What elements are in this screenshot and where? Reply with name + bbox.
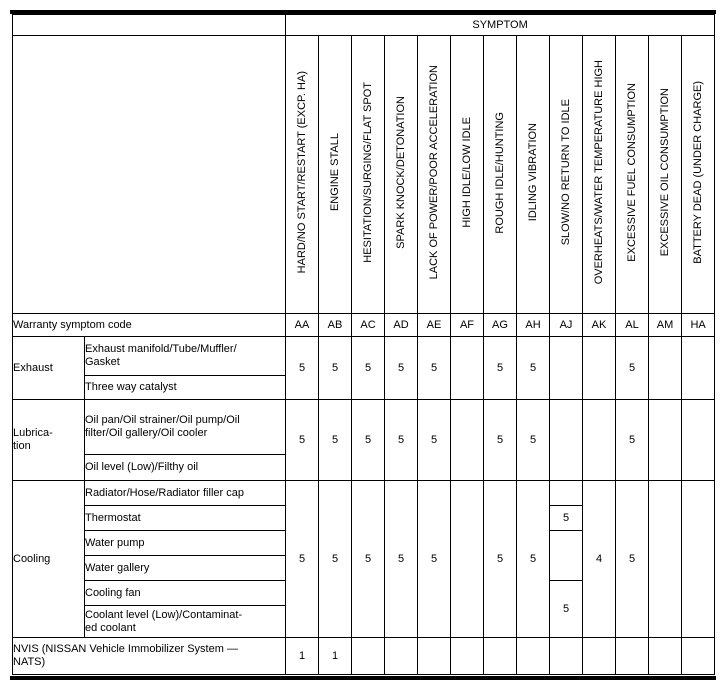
value-cell xyxy=(583,638,616,675)
component-cell xyxy=(85,400,286,455)
component-text: Water pump xyxy=(85,536,145,549)
value-cell: 4 xyxy=(583,481,616,638)
bottom-rule xyxy=(10,676,716,680)
component-cell xyxy=(85,337,286,376)
warranty-code: AC xyxy=(352,314,385,337)
column-label: EXCESSIVE FUEL CONSUMPTION xyxy=(625,83,638,262)
warranty-code: AB xyxy=(319,314,352,337)
value-cell: 5 xyxy=(616,481,649,638)
value-cell xyxy=(550,337,583,400)
component-text: Thermostat xyxy=(85,511,141,524)
component-text: ed coolant xyxy=(85,621,136,634)
symptom-column-header-am xyxy=(649,36,682,314)
value-cell xyxy=(616,638,649,675)
component-cell xyxy=(85,556,286,581)
nvis-label-text: NATS) xyxy=(13,656,46,668)
value-cell xyxy=(682,337,715,400)
value-cell: 5 xyxy=(517,337,550,400)
group-label-exhaust: Exhaust xyxy=(13,337,85,400)
symptom-column-header-ab xyxy=(319,36,352,314)
value-cell xyxy=(649,337,682,400)
symptom-diagnosis-table xyxy=(12,14,715,675)
value-cell: 5 xyxy=(484,400,517,481)
warranty-code: AL xyxy=(616,314,649,337)
warranty-code: AE xyxy=(418,314,451,337)
value-cell: 1 xyxy=(286,638,319,675)
column-label: OVERHEATS/WATER TEMPERATURE HIGH xyxy=(592,60,605,285)
value-cell xyxy=(451,337,484,400)
value-cell: 5 xyxy=(286,481,319,638)
warranty-code: AF xyxy=(451,314,484,337)
value-cell xyxy=(550,638,583,675)
warranty-code: HA xyxy=(682,314,715,337)
value-cell xyxy=(649,400,682,481)
symptom-column-header-af xyxy=(451,36,484,314)
value-cell xyxy=(649,638,682,675)
value-cell xyxy=(418,638,451,675)
value-cell xyxy=(451,400,484,481)
value-cell: 1 xyxy=(319,638,352,675)
value-cell-aj: 5 xyxy=(550,506,583,531)
component-cell xyxy=(85,581,286,606)
component-text: Exhaust manifold/Tube/Muffler/ xyxy=(85,343,237,355)
symptom-column-header-aj xyxy=(550,36,583,314)
value-cell: 5 xyxy=(517,481,550,638)
column-label: IDLING VIBRATION xyxy=(526,123,539,222)
warranty-symptom-code-label: Warranty symptom code xyxy=(13,314,286,337)
symptom-column-header-ah xyxy=(517,36,550,314)
component-cell xyxy=(85,531,286,556)
component-cell xyxy=(85,506,286,531)
header-spacer xyxy=(13,15,286,36)
value-cell xyxy=(583,400,616,481)
value-cell: 5 xyxy=(352,400,385,481)
value-cell xyxy=(517,638,550,675)
component-cell xyxy=(85,455,286,481)
column-label: HARD/NO START/RESTART (EXCP. HA) xyxy=(295,71,308,274)
symptom-column-header-al xyxy=(616,36,649,314)
nvis-row-label xyxy=(13,638,286,675)
value-cell: 5 xyxy=(286,337,319,400)
value-cell xyxy=(352,638,385,675)
value-cell xyxy=(649,481,682,638)
group-label-text: tion xyxy=(13,440,31,452)
value-cell xyxy=(682,638,715,675)
warranty-code: AK xyxy=(583,314,616,337)
component-cell xyxy=(85,606,286,638)
component-text: filter/Oil gallery/Oil cooler xyxy=(85,427,208,439)
value-cell xyxy=(682,400,715,481)
header-spacer xyxy=(13,36,286,314)
column-label: ROUGH IDLE/HUNTING xyxy=(493,111,506,234)
component-text: Radiator/Hose/Radiator filler cap xyxy=(85,486,244,499)
warranty-code: AD xyxy=(385,314,418,337)
column-label: EXCESSIVE OIL CONSUMPTION xyxy=(658,88,671,257)
symptom-column-header-aa xyxy=(286,36,319,314)
component-cell xyxy=(85,481,286,506)
value-cell: 5 xyxy=(484,337,517,400)
warranty-code: AJ xyxy=(550,314,583,337)
column-label: ENGINE STALL xyxy=(328,133,341,212)
column-label: SLOW/NO RETURN TO IDLE xyxy=(559,99,572,246)
group-label-text: Lubrica- xyxy=(13,427,53,439)
warranty-code: AA xyxy=(286,314,319,337)
component-text: Coolant level (Low)/Contaminat- xyxy=(85,608,243,621)
value-cell xyxy=(682,481,715,638)
value-cell: 5 xyxy=(616,400,649,481)
group-label-lubrication xyxy=(13,400,85,481)
value-cell: 5 xyxy=(286,400,319,481)
symptom-column-header-ak xyxy=(583,36,616,314)
value-cell: 5 xyxy=(352,337,385,400)
column-label: SPARK KNOCK/DETONATION xyxy=(394,96,407,249)
nvis-label-text: NVIS (NISSAN Vehicle Immobilizer System — xyxy=(13,643,238,655)
value-cell: 5 xyxy=(385,400,418,481)
value-cell xyxy=(583,337,616,400)
component-text: Gasket xyxy=(85,356,120,368)
value-cell: 5 xyxy=(385,481,418,638)
symptom-column-header-ae xyxy=(418,36,451,314)
value-cell: 5 xyxy=(319,337,352,400)
column-label: BATTERY DEAD (UNDER CHARGE) xyxy=(691,81,704,264)
component-text: Cooling fan xyxy=(85,586,141,599)
component-text: Oil pan/Oil strainer/Oil pump/Oil xyxy=(85,414,240,426)
value-cell: 5 xyxy=(418,481,451,638)
value-cell: 5 xyxy=(517,400,550,481)
warranty-code: AM xyxy=(649,314,682,337)
component-cell xyxy=(85,376,286,400)
warranty-code: AG xyxy=(484,314,517,337)
column-label: LACK OF POWER/POOR ACCELERATION xyxy=(427,65,440,280)
component-text: Water gallery xyxy=(85,561,150,574)
value-cell: 5 xyxy=(616,337,649,400)
symptom-header: SYMPTOM xyxy=(286,15,715,36)
value-cell-aj xyxy=(550,481,583,506)
column-label: HIGH IDLE/LOW IDLE xyxy=(460,117,473,228)
component-text: Three way catalyst xyxy=(85,381,177,393)
symptom-column-header-ag xyxy=(484,36,517,314)
value-cell-aj: 5 xyxy=(550,581,583,638)
value-cell: 5 xyxy=(418,337,451,400)
column-label: HESITATION/SURGING/FLAT SPOT xyxy=(361,82,374,263)
value-cell-aj xyxy=(550,531,583,581)
value-cell: 5 xyxy=(418,400,451,481)
value-cell: 5 xyxy=(319,481,352,638)
symptom-column-header-ad xyxy=(385,36,418,314)
value-cell: 5 xyxy=(352,481,385,638)
warranty-code: AH xyxy=(517,314,550,337)
value-cell: 5 xyxy=(385,337,418,400)
value-cell xyxy=(451,638,484,675)
group-label-cooling: Cooling xyxy=(13,481,85,638)
value-cell: 5 xyxy=(484,481,517,638)
value-cell xyxy=(550,400,583,481)
component-text: Oil level (Low)/Filthy oil xyxy=(85,461,199,473)
symptom-column-header-ac xyxy=(352,36,385,314)
symptom-column-header-ha xyxy=(682,36,715,314)
value-cell xyxy=(484,638,517,675)
value-cell: 5 xyxy=(319,400,352,481)
value-cell xyxy=(451,481,484,638)
value-cell xyxy=(385,638,418,675)
